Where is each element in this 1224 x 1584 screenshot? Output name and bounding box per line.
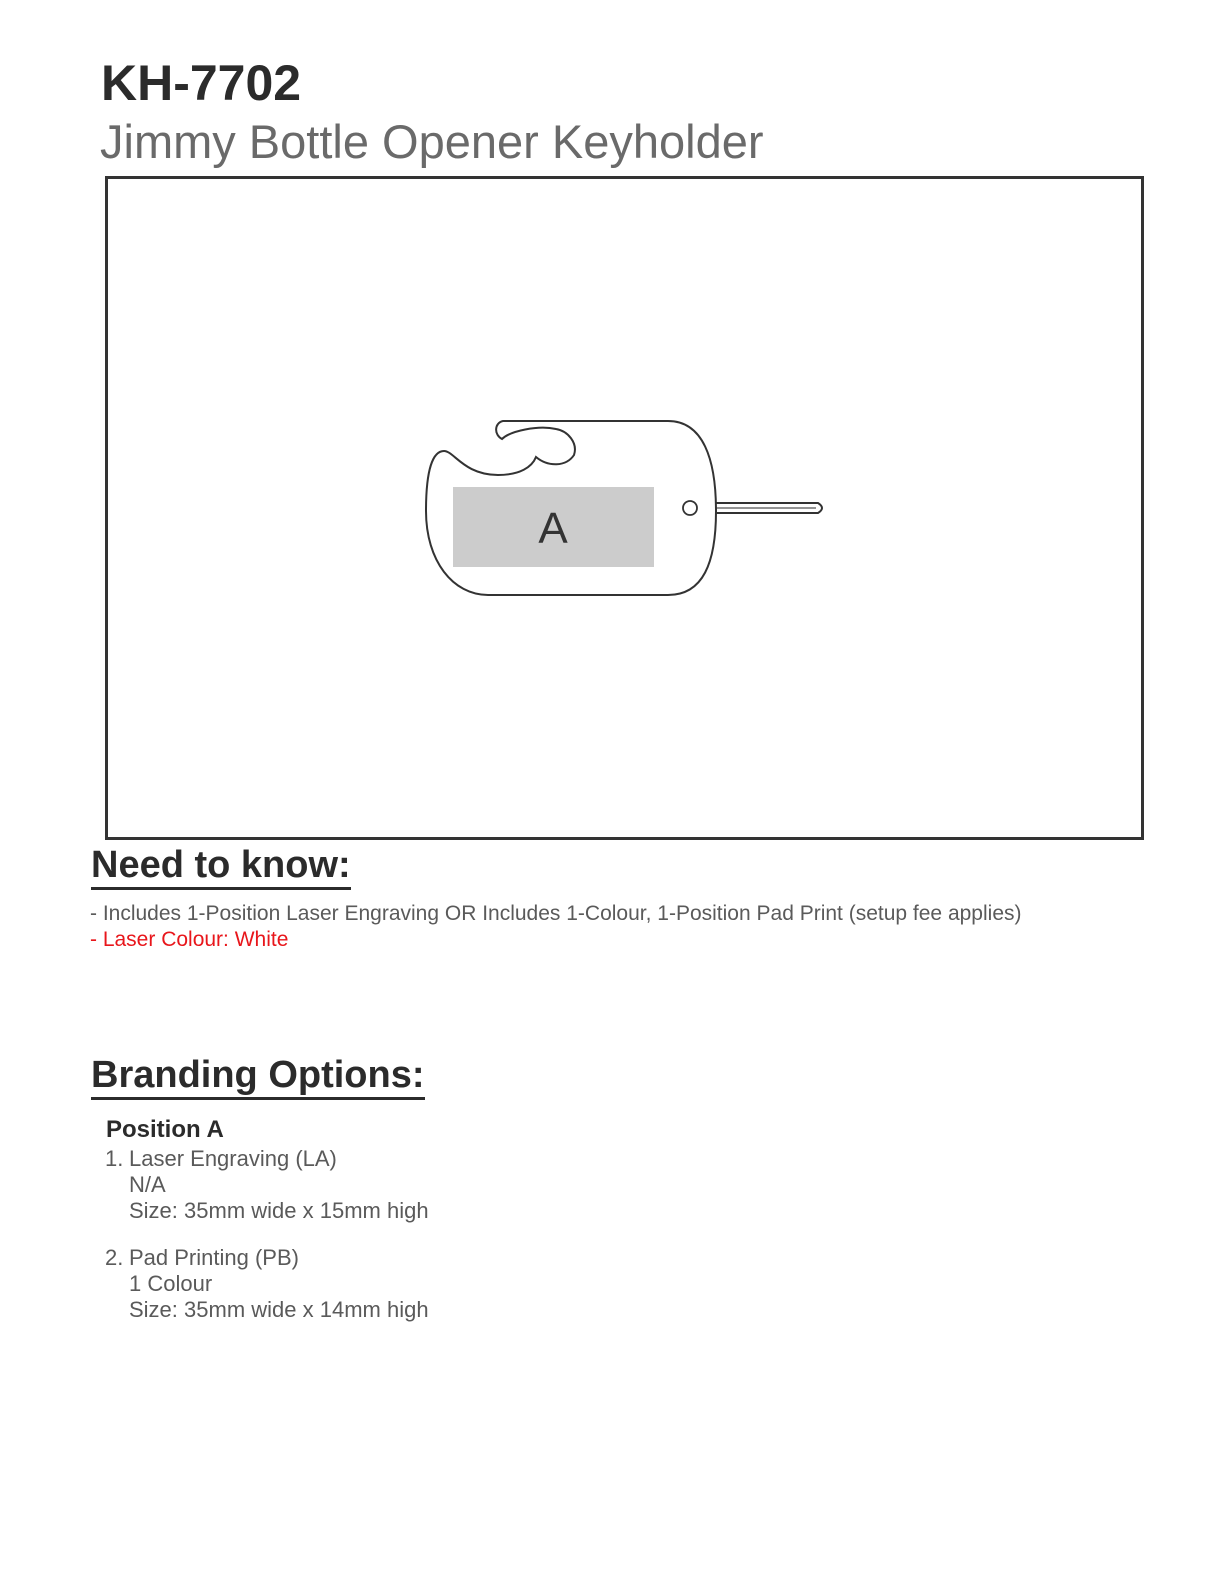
keyholder-illustration xyxy=(108,179,1141,837)
product-code: KH-7702 xyxy=(101,55,302,111)
imprint-area-label: A xyxy=(538,504,568,553)
option-method: Pad Printing (PB) xyxy=(129,1245,299,1270)
ring-hole xyxy=(683,501,697,515)
option-size: Size: 35mm wide x 14mm high xyxy=(129,1297,429,1322)
option-number: 2. xyxy=(105,1245,124,1270)
option-colours: 1 Colour xyxy=(129,1271,213,1296)
need-to-know-heading: Need to know: xyxy=(91,846,351,890)
branding-options-heading: Branding Options: xyxy=(91,1056,425,1100)
position-title: Position A xyxy=(106,1116,224,1143)
laser-colour-note: - Laser Colour: White xyxy=(90,928,289,951)
option-method: Laser Engraving (LA) xyxy=(129,1146,337,1171)
option-colours: N/A xyxy=(129,1172,166,1197)
product-drawing-frame xyxy=(105,176,1144,840)
branding-option xyxy=(105,1146,429,1224)
need-to-know-note: - Includes 1-Position Laser Engraving OR Includes 1-Colour, 1-Position Pad Print (setup fee applies) xyxy=(90,902,1022,925)
product-name: Jimmy Bottle Opener Keyholder xyxy=(100,115,764,168)
option-size: Size: 35mm wide x 15mm high xyxy=(129,1198,429,1223)
branding-option xyxy=(105,1245,429,1323)
option-number: 1. xyxy=(105,1146,124,1171)
